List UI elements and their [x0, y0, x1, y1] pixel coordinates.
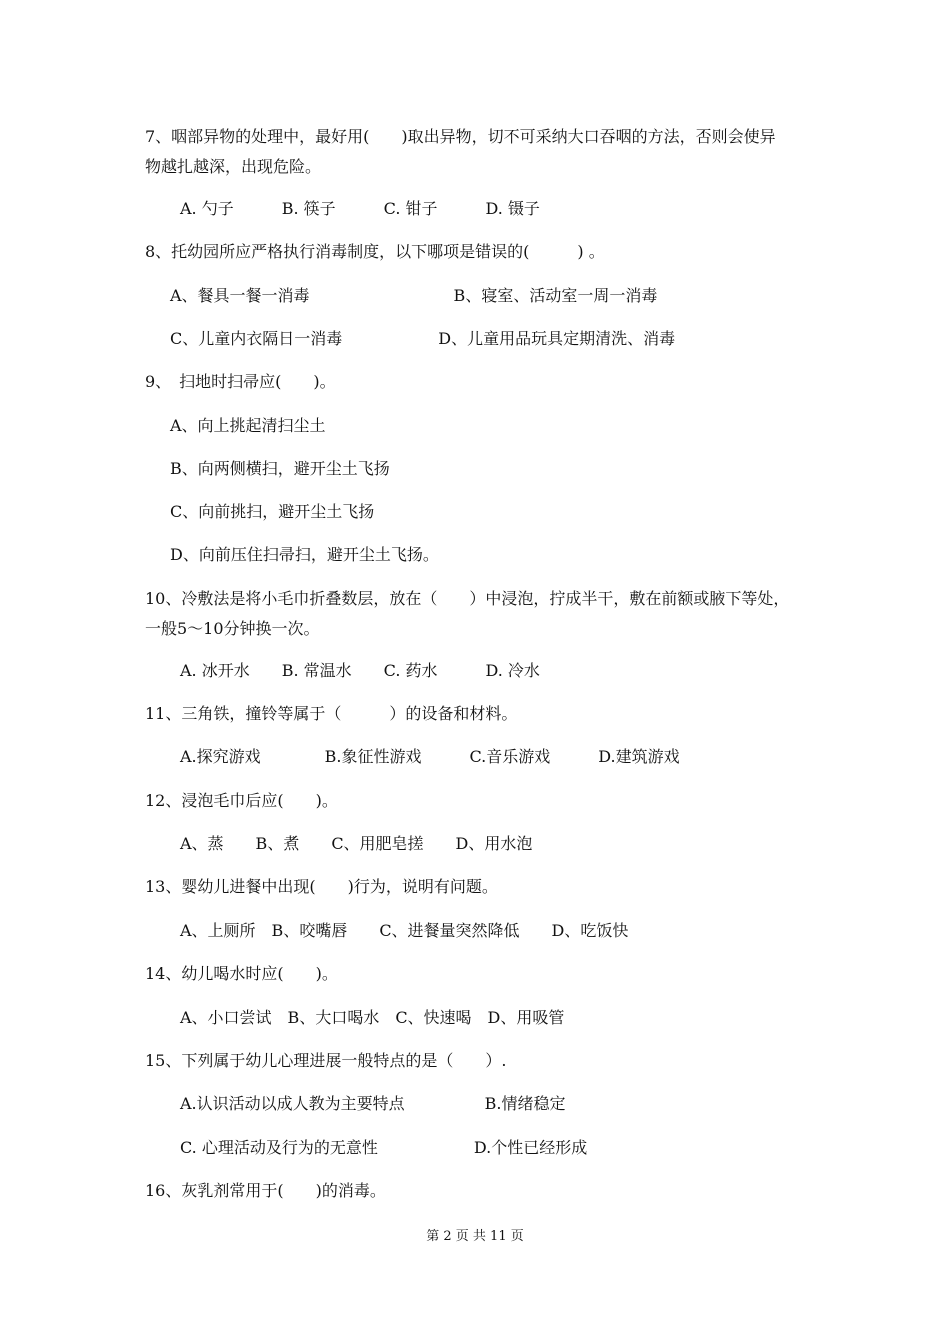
question-15-options-line-2: C. 心理活动及行为的无意性 D.个性已经形成	[180, 1138, 588, 1157]
question-12-options: A、蒸 B、煮 C、用肥皂搓 D、用水泡	[180, 834, 533, 853]
question-16-stem: 16、灰乳剂常用于( )的消毒。	[145, 1181, 386, 1200]
question-10-stem-line-2: 一般5～10分钟换一次。	[145, 619, 320, 638]
question-7-stem-line-1: 7、咽部异物的处理中，最好用( )取出异物，切不可采纳大口吞咽的方法，否则会使异	[145, 127, 776, 146]
question-10-stem-line-1: 10、冷敷法是将小毛巾折叠数层，放在（ ）中浸泡，拧成半干，敷在前额或腋下等处，	[145, 589, 790, 608]
question-14-options: A、小口尝试 B、大口喝水 C、快速喝 D、用吸管	[180, 1008, 565, 1027]
question-8-options-line-1: A、餐具一餐一消毒 B、寝室、活动室一周一消毒	[170, 286, 658, 305]
question-7-stem-line-2: 物越扎越深，出现危险。	[145, 157, 322, 176]
page-footer: 第 2 页 共 11 页	[426, 1229, 524, 1244]
question-10-options: A. 冰开水 B. 常温水 C. 药水 D. 冷水	[180, 661, 540, 680]
question-7-options: A. 勺子 B. 筷子 C. 钳子 D. 镊子	[180, 199, 540, 218]
question-8-options-line-2: C、儿童内衣隔日一消毒 D、儿童用品玩具定期清洗、消毒	[170, 329, 676, 348]
question-9-stem: 9、 扫地时扫帚应( )。	[145, 372, 336, 391]
question-8-stem: 8、托幼园所应严格执行消毒制度，以下哪项是错误的( ) 。	[145, 242, 605, 261]
question-9-option-b: B、向两侧横扫，避开尘土飞扬	[170, 459, 390, 478]
question-11-options: A.探究游戏 B.象征性游戏 C.音乐游戏 D.建筑游戏	[180, 747, 680, 766]
question-15-options-line-1: A.认识活动以成人教为主要特点 B.情绪稳定	[180, 1094, 566, 1113]
question-13-options: A、上厕所 B、咬嘴唇 C、进餐量突然降低 D、吃饭快	[180, 921, 629, 940]
question-9-option-d: D、向前压住扫帚扫，避开尘土飞扬。	[170, 545, 439, 564]
question-9-option-c: C、向前挑扫，避开尘土飞扬	[170, 502, 375, 521]
question-11-stem: 11、三角铁，撞铃等属于（ ）的设备和材料。	[145, 704, 518, 723]
question-12-stem: 12、浸泡毛巾后应( )。	[145, 791, 338, 810]
question-9-option-a: A、向上挑起清扫尘土	[170, 416, 326, 435]
question-13-stem: 13、婴幼儿进餐中出现( )行为，说明有问题。	[145, 877, 498, 896]
question-14-stem: 14、幼儿喝水时应( )。	[145, 964, 338, 983]
question-15-stem: 15、下列属于幼儿心理进展一般特点的是（ ）.	[145, 1051, 507, 1070]
